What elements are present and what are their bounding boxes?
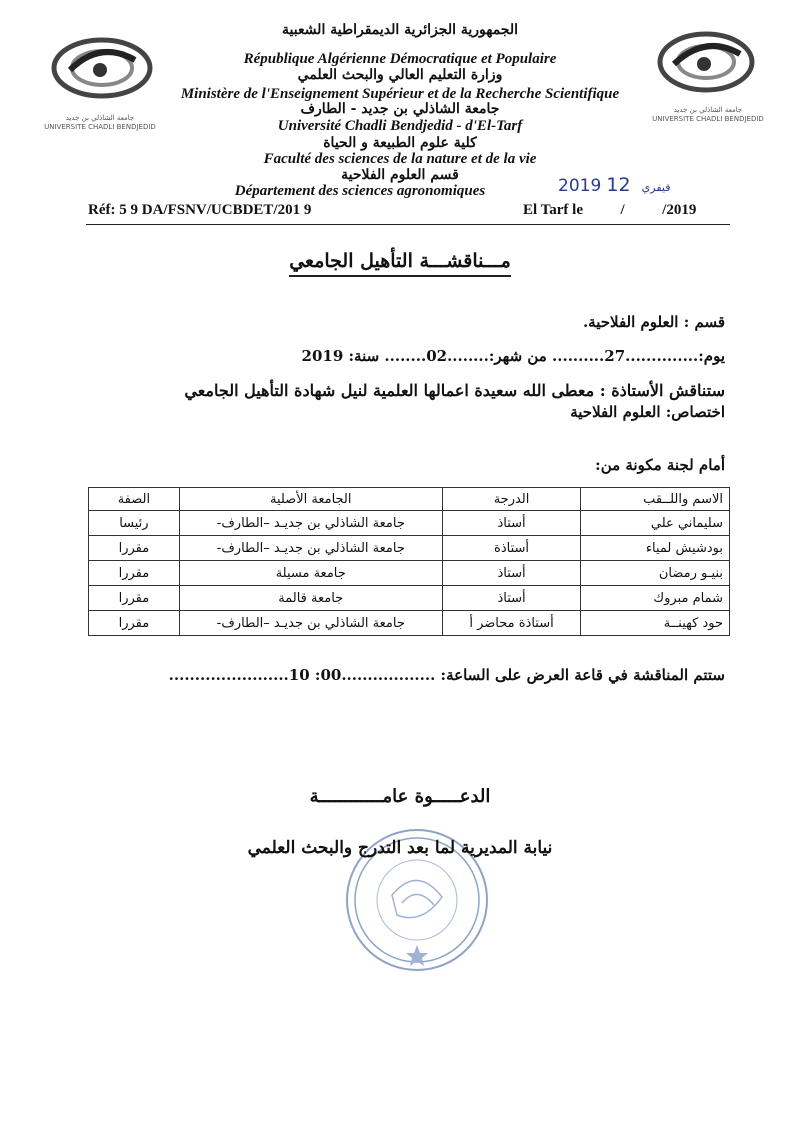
header-grade: الدرجة [442, 488, 581, 511]
cell-role: مقررا [89, 536, 180, 561]
committee-intro: أمام لجنة مكونة من: [595, 456, 725, 474]
cell-name: سليماني علي [581, 511, 730, 536]
cell-university: جامعة الشاذلي بن جديـد –الطارف- [179, 611, 442, 636]
header-name: الاسم واللــقب [581, 488, 730, 511]
date-line: يوم:..............27.......... من شهر:........02........ سنة: 2019 [301, 347, 725, 365]
cell-grade: أستاذة [442, 536, 581, 561]
header-divider [86, 224, 730, 225]
header-fr-republic: République Algérienne Démocratique et Populaire [243, 51, 557, 67]
candidate-line: ستناقش الأستاذة : معطى الله سعيدة اعمالها العلمية لنيل شهادة التأهيل الجامعي [184, 381, 725, 400]
cell-role: مقررا [89, 586, 180, 611]
header-ar-ministry: وزارة التعليم العالي والبحث العلمي [297, 67, 503, 83]
header-ar-department: قسم العلوم الفلاحية [341, 167, 459, 183]
page-title [0, 250, 800, 272]
logo-right-caption: جامعة الشاذلي بن جديد UNIVERSITE CHADLI BENDJEDID [652, 106, 764, 123]
cell-grade: أستاذ [442, 586, 581, 611]
schedule-line: ستتم المناقشة في قاعة العرض على الساعة: ..................00: 10....................... [168, 666, 725, 684]
jury-table [88, 487, 730, 636]
specialty-line: اختصاص: العلوم الفلاحية [570, 403, 725, 421]
table-header-row [89, 488, 730, 511]
signature-block: نيابة المديرية لما بعد التدرج والبحث العلمي [247, 838, 553, 858]
date-stamp-month: فيفري [641, 181, 671, 194]
cell-university: جامعة مسيلة [179, 561, 442, 586]
page-title-text: مـــناقشـــة التأهيل الجامعي [289, 250, 511, 277]
date-stamp [558, 174, 678, 196]
logo-left-caption: جامعة الشاذلي بن جديد UNIVERSITE CHADLI BENDJEDID [44, 114, 156, 131]
cell-name: بنيـو رمضان [581, 561, 730, 586]
reference-number: Réf: 5 9 DA/FSNV/UCBDET/201 9 [88, 202, 312, 218]
table-row [89, 561, 730, 586]
reference-date: El Tarf le / /2019 [523, 202, 697, 218]
header-fr-faculty: Faculté des sciences de la nature et de la vie [263, 151, 537, 167]
cell-name: بودشيش لمياء [581, 536, 730, 561]
cell-university: جامعة الشاذلي بن جديـد –الطارف- [179, 511, 442, 536]
cell-name: حود كهينــة [581, 611, 730, 636]
table-row [89, 511, 730, 536]
table-row [89, 611, 730, 636]
cell-grade: أستاذ [442, 511, 581, 536]
cell-role: رئيسا [89, 511, 180, 536]
date-stamp-day: 12 [606, 174, 631, 196]
table-row [89, 536, 730, 561]
cell-university: جامعة قالمة [179, 586, 442, 611]
header-fr-department: Département des sciences agronomiques [234, 183, 486, 199]
header-ar-university: جامعة الشاذلي بن جديد - الطارف [300, 101, 500, 117]
table-row [89, 586, 730, 611]
header-fr-ministry: Ministère de l'Enseignement Supérieur et de la Recherche Scientifique [180, 86, 620, 102]
header-ar-faculty: كلية علوم الطبيعة و الحياة [323, 135, 477, 151]
department-line: قسم : العلوم الفلاحية. [582, 313, 725, 331]
cell-university: جامعة الشاذلي بن جديـد –الطارف- [179, 536, 442, 561]
header-fr-university: Université Chadli Bendjedid - d'El-Tarf [277, 118, 523, 134]
cell-name: شمام مبروك [581, 586, 730, 611]
cell-grade: أستاذة محاضر أ [442, 611, 581, 636]
header-ar-republic: الجمهورية الجزائرية الديمقراطية الشعبية [281, 22, 518, 38]
invitation-text: الدعـــــوة عامــــــــــــة [309, 786, 491, 807]
cell-grade: أستاذ [442, 561, 581, 586]
cell-role: مقررا [89, 561, 180, 586]
date-stamp-year: 2019 [558, 176, 602, 196]
header-university: الجامعة الأصلية [179, 488, 442, 511]
header-role: الصفة [89, 488, 180, 511]
cell-role: مقررا [89, 611, 180, 636]
